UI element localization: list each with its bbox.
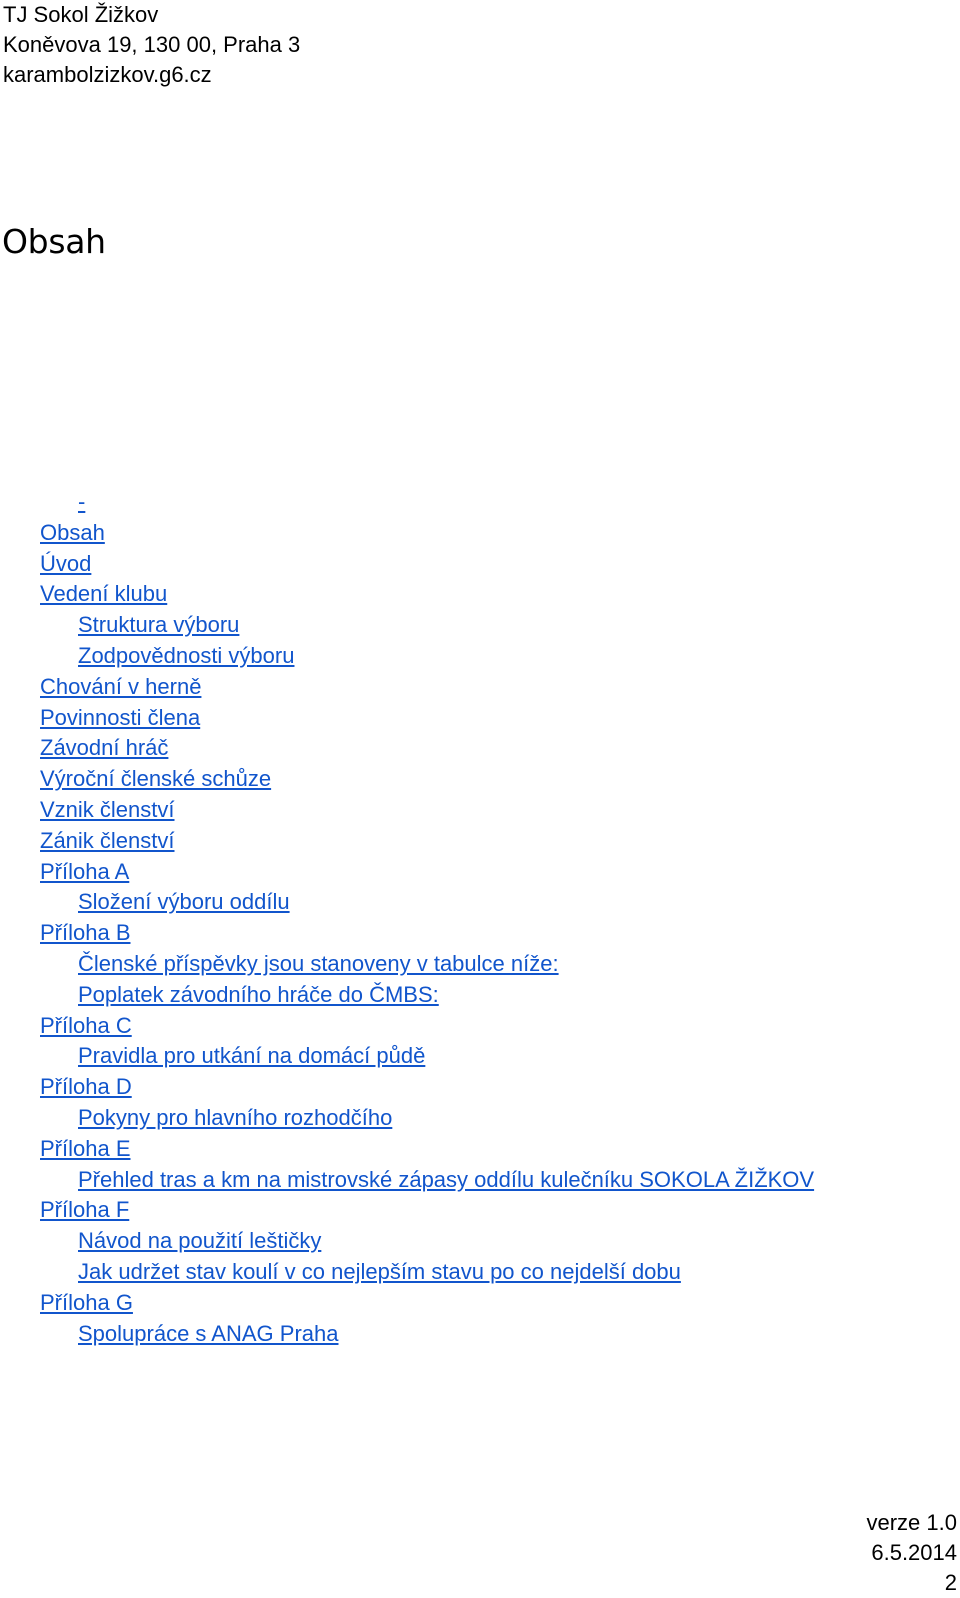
toc-link[interactable]: Obsah — [40, 519, 105, 545]
toc-link[interactable]: Jak udržet stav koulí v co nejlepším stavu po co nejdelší dobu — [78, 1258, 681, 1284]
page-number: 2 — [944, 1570, 957, 1595]
toc-item — [0, 579, 814, 610]
toc-link[interactable]: Výroční členské schůze — [40, 766, 272, 792]
toc-item — [0, 641, 814, 672]
toc-link[interactable]: Příloha A — [40, 858, 130, 884]
toc-link[interactable]: Příloha B — [40, 920, 131, 946]
toc-link[interactable]: Příloha D — [40, 1074, 132, 1100]
toc-item — [0, 918, 814, 949]
toc-item — [0, 1319, 814, 1350]
toc-item — [0, 1134, 814, 1165]
toc-link[interactable]: Poplatek závodního hráče do ČMBS: — [78, 981, 439, 1007]
toc-link[interactable]: Příloha G — [40, 1289, 133, 1315]
organization-name: TJ Sokol Žižkov — [3, 2, 159, 27]
toc-link[interactable]: Závodní hráč — [40, 735, 169, 761]
toc-link[interactable]: Povinnosti člena — [40, 704, 201, 730]
toc-link[interactable]: Zánik členství — [40, 827, 175, 853]
toc-link[interactable]: Členské příspěvky jsou stanoveny v tabulce níže: — [78, 950, 559, 976]
toc-item — [0, 949, 814, 980]
toc-link[interactable]: Zodpovědnosti výboru — [78, 642, 295, 668]
toc-item — [0, 795, 814, 826]
toc-item — [0, 1072, 814, 1103]
toc-link[interactable]: Příloha F — [40, 1197, 130, 1223]
toc-item — [0, 826, 814, 857]
toc-item — [0, 518, 814, 549]
table-of-contents — [0, 487, 814, 1349]
toc-item — [0, 887, 814, 918]
document-footer — [867, 1508, 958, 1598]
toc-item — [0, 1103, 814, 1134]
toc-item — [0, 1011, 814, 1042]
toc-item — [0, 764, 814, 795]
toc-link[interactable]: Chování v herně — [40, 673, 202, 699]
toc-link[interactable]: Pravidla pro utkání na domácí půdě — [78, 1043, 426, 1069]
toc-item — [0, 672, 814, 703]
toc-link[interactable]: Složení výboru oddílu — [78, 889, 290, 915]
toc-item — [0, 857, 814, 888]
toc-link[interactable]: Struktura výboru — [78, 612, 240, 638]
toc-item — [0, 549, 814, 580]
toc-item — [0, 1041, 814, 1072]
document-date: 6.5.2014 — [871, 1540, 957, 1565]
version-label: verze 1.0 — [866, 1510, 957, 1535]
page-title: Obsah — [2, 222, 106, 261]
toc-item — [0, 1165, 814, 1196]
toc-link[interactable]: Vznik členství — [40, 796, 175, 822]
toc-link[interactable]: Spolupráce s ANAG Praha — [78, 1320, 339, 1346]
organization-address: Koněvova 19, 130 00, Praha 3 — [3, 32, 301, 57]
document-header — [3, 0, 300, 90]
toc-link[interactable]: Pokyny pro hlavního rozhodčího — [78, 1104, 393, 1130]
toc-item — [0, 1226, 814, 1257]
toc-item — [0, 610, 814, 641]
toc-link[interactable]: Úvod — [40, 550, 92, 576]
toc-item — [0, 980, 814, 1011]
toc-item — [0, 1195, 814, 1226]
toc-item — [0, 1257, 814, 1288]
toc-item — [0, 487, 814, 518]
organization-website: karambolzizkov.g6.cz — [3, 62, 212, 87]
toc-link[interactable]: Přehled tras a km na mistrovské zápasy oddílu kulečníku SOKOLA ŽIŽKOV — [78, 1166, 815, 1192]
toc-item — [0, 703, 814, 734]
toc-item — [0, 733, 814, 764]
toc-link[interactable]: Vedení klubu — [40, 581, 168, 607]
toc-link[interactable]: Příloha C — [40, 1012, 132, 1038]
toc-link[interactable]: - — [78, 489, 86, 514]
toc-item — [0, 1288, 814, 1319]
toc-link[interactable]: Návod na použití leštičky — [78, 1228, 322, 1254]
toc-link[interactable]: Příloha E — [40, 1135, 131, 1161]
